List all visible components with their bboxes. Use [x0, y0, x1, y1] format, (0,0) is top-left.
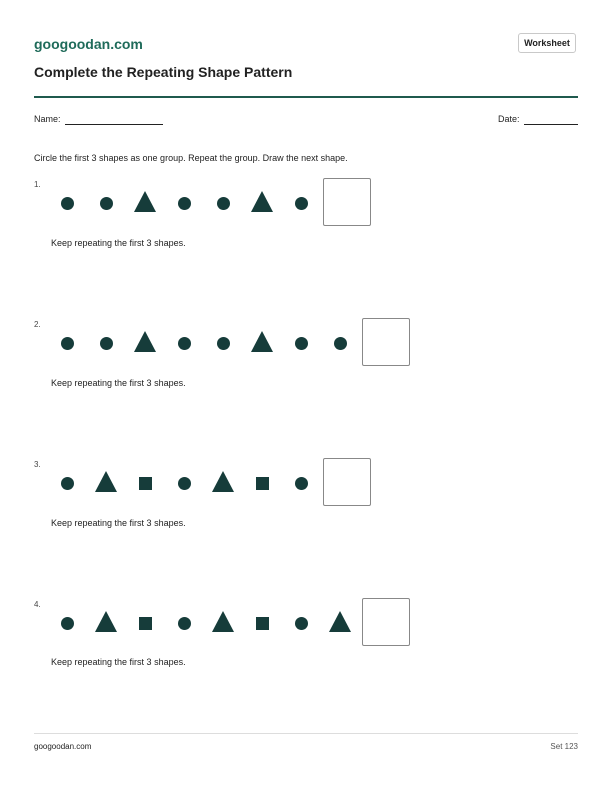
circle-shape — [61, 337, 74, 350]
triangle-shape — [251, 331, 273, 352]
triangle-shape — [212, 611, 234, 632]
circle-shape — [100, 197, 113, 210]
footer-divider — [34, 733, 578, 734]
circle-shape — [178, 197, 191, 210]
page-title: Complete the Repeating Shape Pattern — [34, 64, 293, 80]
square-shape — [256, 617, 269, 630]
circle-shape — [61, 617, 74, 630]
pattern-row — [0, 178, 612, 228]
circle-shape — [295, 477, 308, 490]
problem-number: 3. — [34, 460, 41, 469]
problem-hint: Keep repeating the first 3 shapes. — [51, 657, 186, 667]
brand-logo-text[interactable]: googoodan.com — [34, 36, 143, 52]
pattern-row — [0, 318, 612, 368]
square-shape — [139, 617, 152, 630]
instructions-text: Circle the first 3 shapes as one group. Repeat the group. Draw the next shape. — [34, 153, 348, 163]
triangle-shape — [95, 471, 117, 492]
worksheet-badge: Worksheet — [518, 33, 576, 53]
square-shape — [256, 477, 269, 490]
square-shape — [139, 477, 152, 490]
triangle-shape — [212, 471, 234, 492]
circle-shape — [217, 197, 230, 210]
problem-number: 1. — [34, 180, 41, 189]
triangle-shape — [134, 331, 156, 352]
triangle-shape — [134, 191, 156, 212]
triangle-shape — [95, 611, 117, 632]
answer-box[interactable] — [323, 458, 371, 506]
problem-hint: Keep repeating the first 3 shapes. — [51, 378, 186, 388]
answer-box[interactable] — [362, 598, 410, 646]
circle-shape — [100, 337, 113, 350]
pattern-row — [0, 598, 612, 648]
triangle-shape — [329, 611, 351, 632]
circle-shape — [178, 337, 191, 350]
triangle-shape — [251, 191, 273, 212]
problem-number: 2. — [34, 320, 41, 329]
problem-hint: Keep repeating the first 3 shapes. — [51, 238, 186, 248]
problem-number: 4. — [34, 600, 41, 609]
footer-set-number: Set 123 — [550, 742, 578, 751]
circle-shape — [217, 337, 230, 350]
circle-shape — [178, 477, 191, 490]
circle-shape — [178, 617, 191, 630]
name-label: Name: — [34, 114, 61, 124]
problem-hint: Keep repeating the first 3 shapes. — [51, 518, 186, 528]
circle-shape — [295, 337, 308, 350]
date-field-line[interactable] — [524, 124, 578, 125]
date-label: Date: — [498, 114, 520, 124]
circle-shape — [61, 477, 74, 490]
circle-shape — [295, 617, 308, 630]
answer-box[interactable] — [362, 318, 410, 366]
title-divider — [34, 96, 578, 98]
footer-site: googoodan.com — [34, 742, 92, 751]
answer-box[interactable] — [323, 178, 371, 226]
circle-shape — [61, 197, 74, 210]
name-field-line[interactable] — [65, 124, 163, 125]
pattern-row — [0, 458, 612, 508]
circle-shape — [334, 337, 347, 350]
circle-shape — [295, 197, 308, 210]
